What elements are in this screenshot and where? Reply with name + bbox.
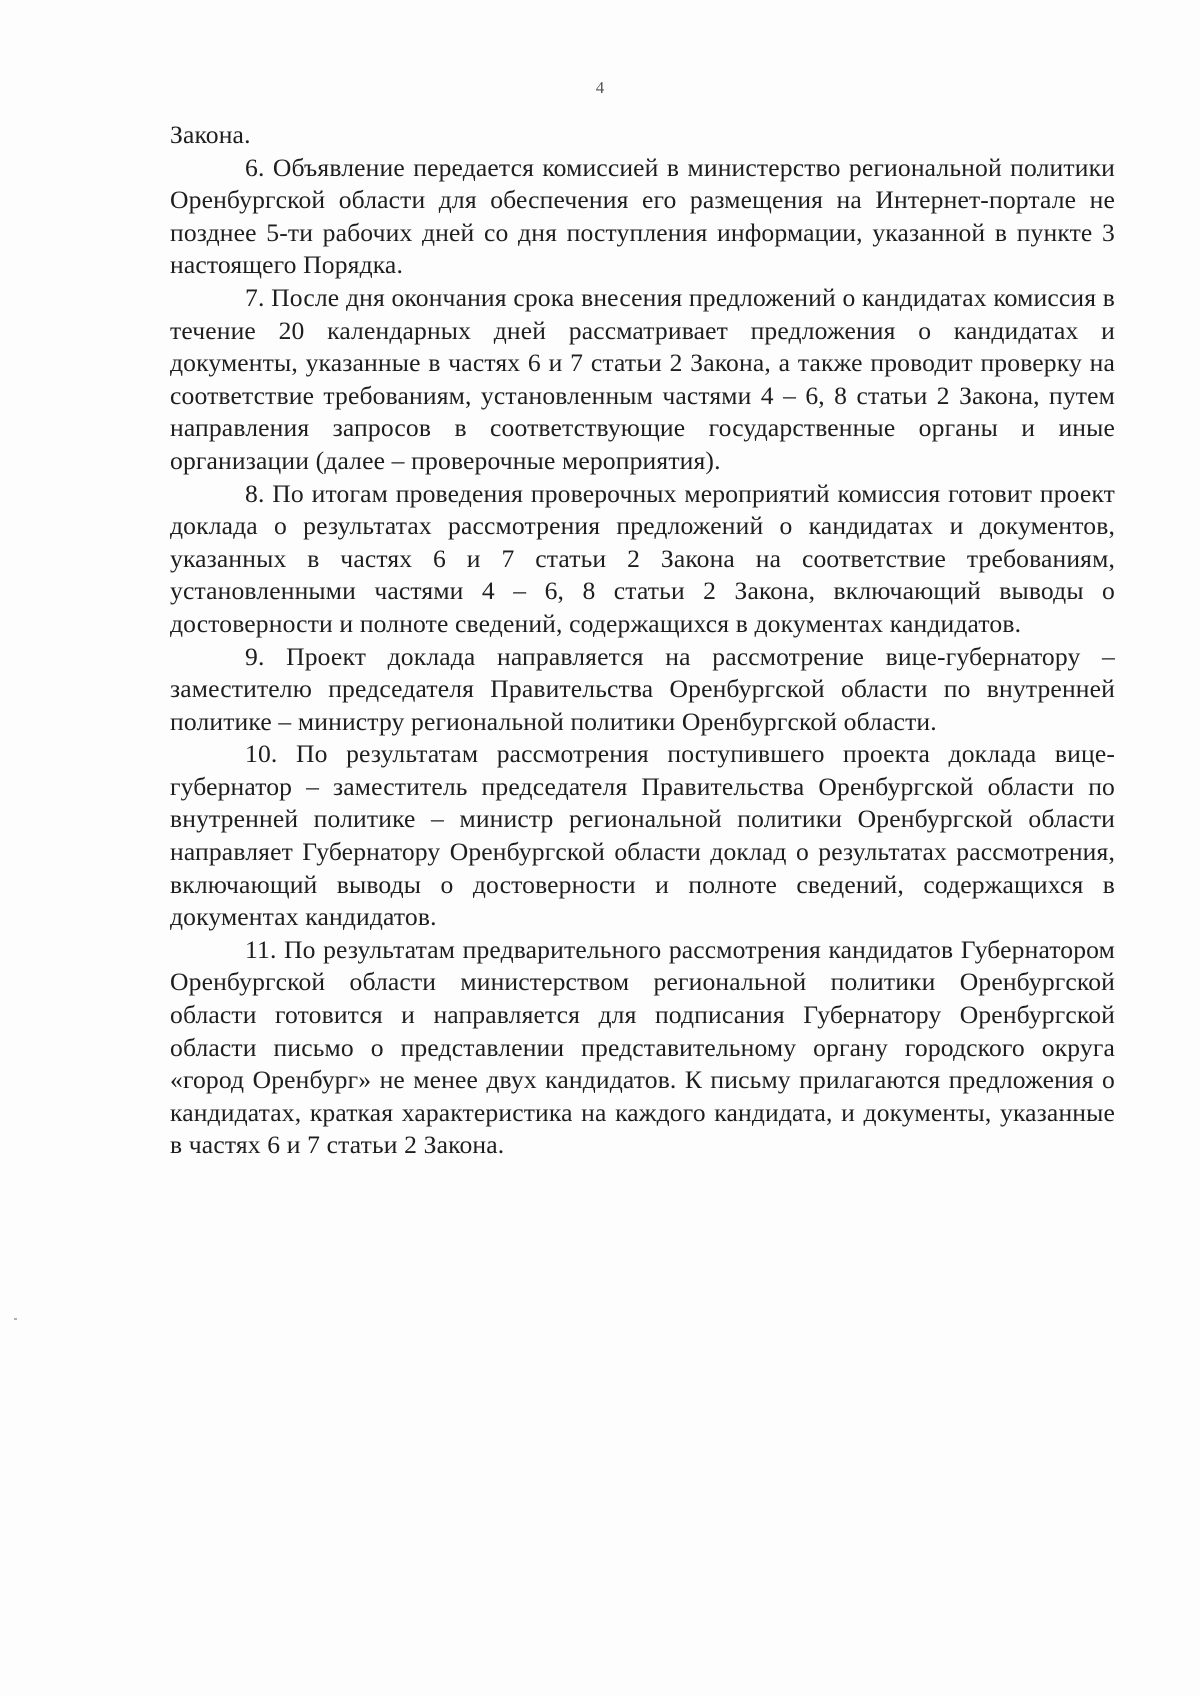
page-number: 4 (595, 78, 605, 97)
scan-artifact (14, 1318, 17, 1320)
document-body (170, 119, 1115, 1162)
paragraph-6: 6. Объявление передается комиссией в министерство региональной политики Оренбургской области для обеспечения его размещения на Интернет-портале не позднее 5-ти рабочих дней со дня поступления информации, указанной в пункте 3 настоящего Порядка. (170, 152, 1115, 280)
paragraph-11: 11. По результатам предварительного рассмотрения кандидатов Губернатором Оренбургской области министерством региональной политики Оренбургской области готовится и направляется для подписания Губернатору Оренбургской области письмо о представлении представительному органу городского округа «город Оренбург» не менее двух кандидатов. К письму прилагаются предложения о кандидатах, краткая характеристика на каждого кандидата, и документы, указанные в частях 6 и 7 статьи 2 Закона. (170, 934, 1115, 1160)
paragraph-8: 8. По итогам проведения проверочных мероприятий комиссия готовит проект доклада о результатах рассмотрения предложений о кандидатах и документов, указанных в частях 6 и 7 статьи 2 Закона на соответствие требованиям, установленными частями 4 – 6, 8 статьи 2 Закона, включающий выводы о достоверности и полноте сведений, содержащихся в документах кандидатов. (170, 478, 1115, 638)
paragraph-10: 10. По результатам рассмотрения поступившего проекта доклада вице-губернатор – заместитель председателя Правительства Оренбургской области по внутренней политике – министр региональной политики Оренбургской области направляет Губернатору Оренбургской области доклад о результатах рассмотрения, включающий выводы о достоверности и полноте сведений, содержащихся в документах кандидатов. (170, 739, 1115, 932)
paragraph-7: 7. После дня окончания срока внесения предложений о кандидатах комиссия в течение 20 календарных дней рассматривает предложения о кандидатах и документы, указанные в частях 6 и 7 статьи 2 Закона, а также проводит проверку на соответствие требованиям, установленным частями 4 – 6, 8 статьи 2 Закона, путем направления запросов в соответствующие государственные органы и иные организации (далее – проверочные мероприятия). (170, 282, 1115, 475)
paragraph-continuation: Закона. (170, 120, 251, 149)
paragraph-9: 9. Проект доклада направляется на рассмотрение вице-губернатору – заместителю председателя Правительства Оренбургской области по внутренней политике – министру региональной политики Оренбургской области. (170, 641, 1115, 736)
